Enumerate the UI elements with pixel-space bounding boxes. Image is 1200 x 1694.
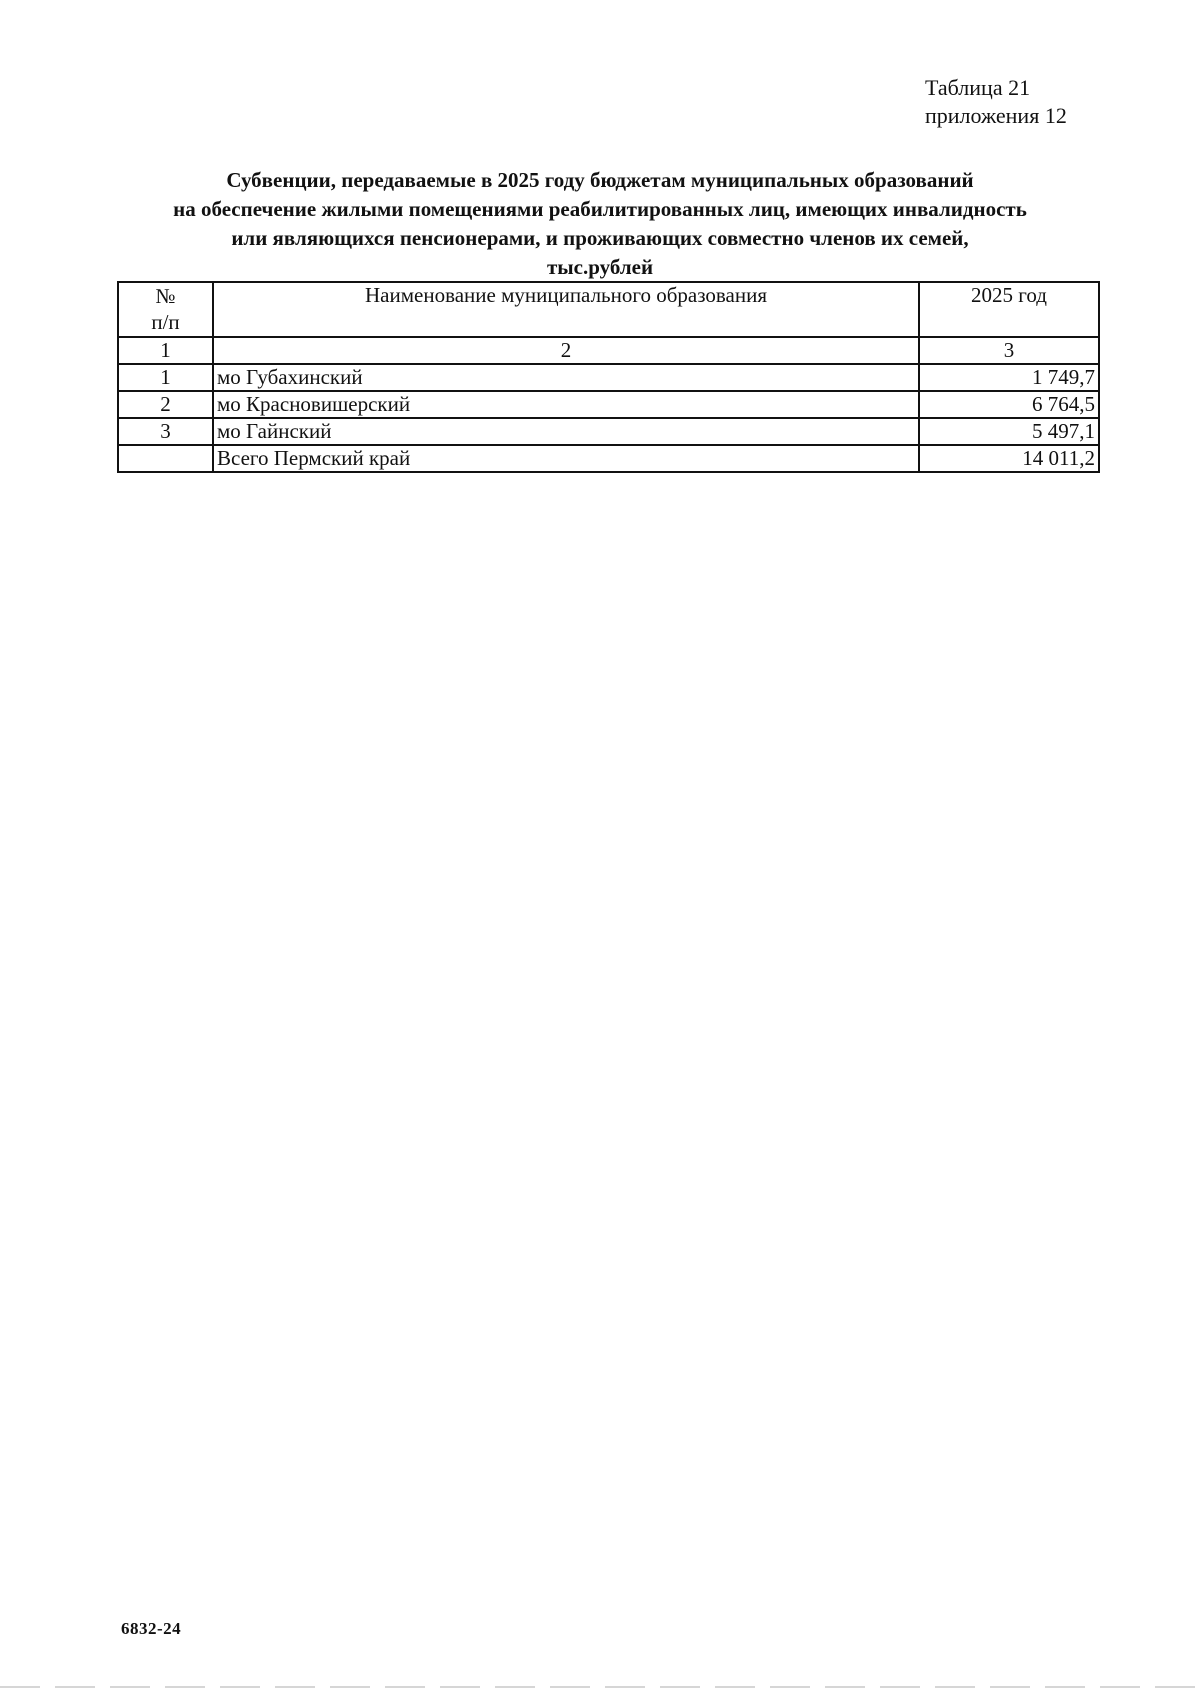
title-line-3: или являющихся пенсионерами, и проживающих совместно членов их семей, <box>231 226 969 250</box>
table-row <box>118 418 1099 445</box>
title-line-2: на обеспечение жилыми помещениями реабилитированных лиц, имеющих инвалидность <box>173 197 1027 221</box>
municipality-name: мо Красновишерский <box>213 391 919 418</box>
row-number: 1 <box>118 364 213 391</box>
table-reference <box>925 74 1067 130</box>
document-title <box>100 166 1100 282</box>
subvention-table <box>117 281 1100 473</box>
header-year: 2025 год <box>919 282 1099 337</box>
table-total-row <box>118 445 1099 472</box>
table-row <box>118 364 1099 391</box>
table-row <box>118 391 1099 418</box>
subvention-amount: 6 764,5 <box>919 391 1099 418</box>
title-units: тыс.рублей <box>546 255 654 279</box>
total-row-number <box>118 445 213 472</box>
total-amount: 14 011,2 <box>919 445 1099 472</box>
total-label: Всего Пермский край <box>213 445 919 472</box>
header-number-symbol: № <box>155 284 176 308</box>
table-number: Таблица 21 <box>925 75 1031 100</box>
title-line-1: Субвенции, передаваемые в 2025 году бюджетам муниципальных образований <box>226 168 974 192</box>
header-municipality-name: Наименование муниципального образования <box>213 282 919 337</box>
column-index-row <box>118 337 1099 364</box>
appendix-number: приложения 12 <box>925 103 1067 128</box>
scan-edge-line <box>0 1686 1200 1688</box>
header-number-abbr: п/п <box>151 310 180 334</box>
subvention-amount: 1 749,7 <box>919 364 1099 391</box>
column-index: 3 <box>919 337 1099 364</box>
municipality-name: мо Губахинский <box>213 364 919 391</box>
row-number: 3 <box>118 418 213 445</box>
subvention-amount: 5 497,1 <box>919 418 1099 445</box>
table-header-row <box>118 282 1099 337</box>
column-index: 1 <box>118 337 213 364</box>
municipality-name: мо Гайнский <box>213 418 919 445</box>
header-number <box>118 282 213 337</box>
document-code: 6832-24 <box>121 1619 182 1638</box>
row-number: 2 <box>118 391 213 418</box>
column-index: 2 <box>213 337 919 364</box>
